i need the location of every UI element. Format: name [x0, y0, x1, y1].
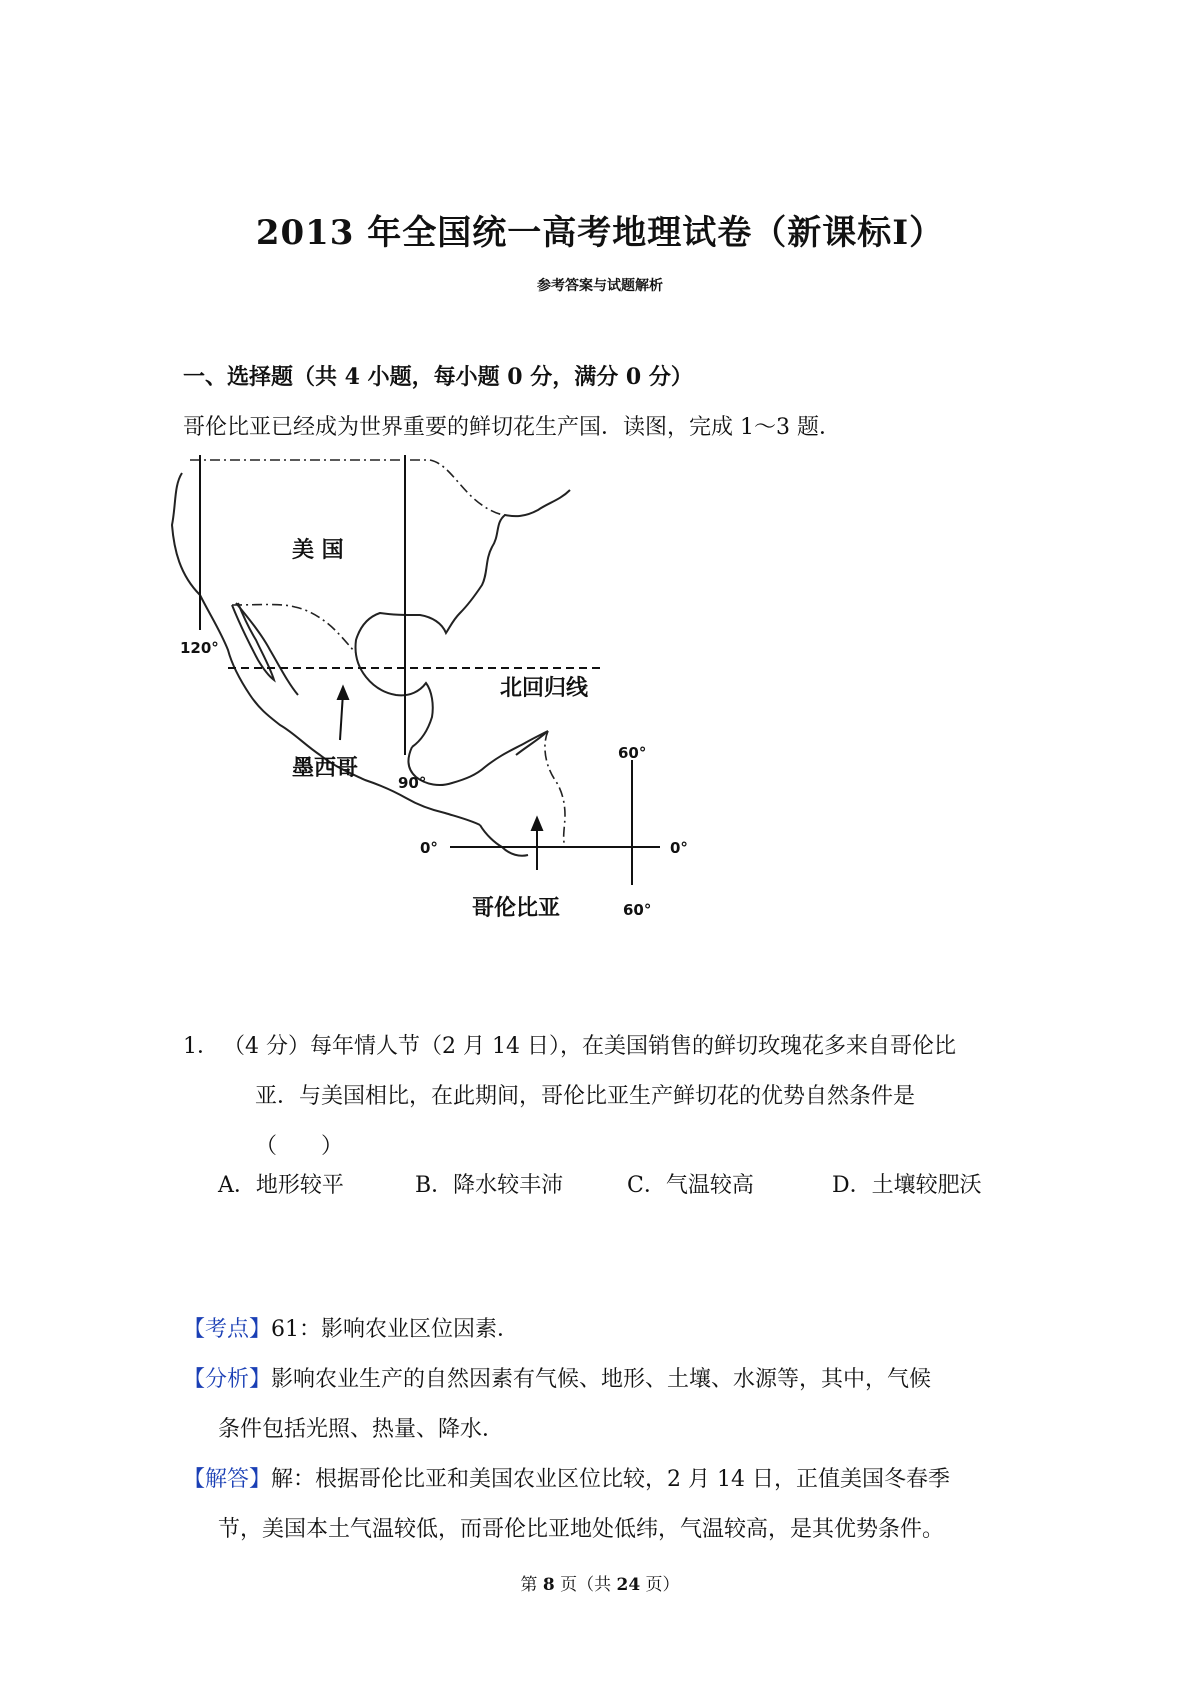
kaodian-text: 61：影响农业区位因素．: [271, 1317, 520, 1342]
label-60-bottom: 60°: [623, 901, 652, 919]
south-america-coast: [480, 825, 528, 856]
label-60-top: 60°: [618, 744, 647, 762]
footer-page-number: 8: [542, 1575, 555, 1595]
kaodian-tag: 【考点】: [183, 1317, 272, 1342]
section-heading: 一、选择题（共 4 小题，每小题 0 分，满分 0 分）: [183, 364, 693, 390]
gulf-coast: [236, 603, 298, 695]
footer-prefix: 第: [520, 1575, 543, 1595]
central-america-coast: [409, 731, 548, 785]
question-text: [223, 1022, 1023, 1172]
colombia-border: [545, 731, 565, 847]
mexico-arrow: [340, 693, 343, 740]
intro-text: 哥伦比亚已经成为世界重要的鲜切花生产国．读图，完成 1～3 题．: [183, 415, 841, 440]
kaodian-block: [183, 1305, 1043, 1355]
question-line-1: （4 分）每年情人节（2 月 14 日），在美国销售的鲜切玫瑰花多来自哥伦比: [223, 1034, 956, 1059]
page-title: 2013 年全国统一高考地理试卷（新课标I）: [255, 213, 945, 253]
page-subtitle: 参考答案与试题解析: [537, 278, 663, 294]
fenxi-tag: 【分析】: [183, 1367, 272, 1392]
label-colombia: 哥伦比亚: [472, 896, 561, 921]
colombia-arrowhead: [532, 818, 542, 830]
label-mexico: 墨西哥: [292, 756, 359, 781]
option-a[interactable]: A．地形较平: [218, 1173, 344, 1198]
americas-map: [170, 455, 770, 1015]
footer-middle: 页（共: [554, 1575, 617, 1595]
jieda-line-2: 节，美国本土气温较低，而哥伦比亚地处低纬，气温较高，是其优势条件。: [218, 1517, 945, 1542]
fenxi-line-1: 影响农业生产的自然因素有气候、地形、土壤、水源等，其中，气候: [271, 1367, 932, 1392]
label-120-bottom: 120°: [180, 639, 219, 657]
label-usa: 美 国: [292, 538, 344, 563]
question-1: [183, 1022, 1023, 1172]
question-line-2: 亚．与美国相比，在此期间，哥伦比亚生产鲜切花的优势自然条件是: [255, 1084, 916, 1109]
label-0-left: 0°: [420, 839, 438, 857]
us-canada-border: [190, 460, 505, 515]
option-d[interactable]: D．土壤较肥沃: [832, 1173, 982, 1198]
east-coastline: [355, 490, 570, 747]
question-number: 1．: [183, 1034, 219, 1059]
label-90-bottom: 90°: [398, 774, 427, 792]
question-options: [218, 1168, 982, 1199]
option-b[interactable]: B．降水较丰沛: [415, 1173, 564, 1198]
mexico-arrowhead: [338, 687, 348, 699]
label-0-right: 0°: [670, 839, 688, 857]
jieda-block: [183, 1455, 1043, 1555]
fenxi-line-2: 条件包括光照、热量、降水．: [218, 1417, 505, 1442]
option-c[interactable]: C．气温较高: [627, 1173, 754, 1198]
label-tropic: 北回归线: [500, 676, 589, 701]
footer-suffix: 页）: [640, 1575, 680, 1595]
page-footer: [0, 1570, 1200, 1595]
question-blank: （ ）: [255, 1134, 344, 1159]
fenxi-block: [183, 1355, 1043, 1455]
jieda-line-1: 解：根据哥伦比亚和美国农业区位比较，2 月 14 日，正值美国冬春季: [271, 1467, 950, 1492]
jieda-tag: 【解答】: [183, 1467, 272, 1492]
footer-total-pages: 24: [616, 1575, 641, 1595]
